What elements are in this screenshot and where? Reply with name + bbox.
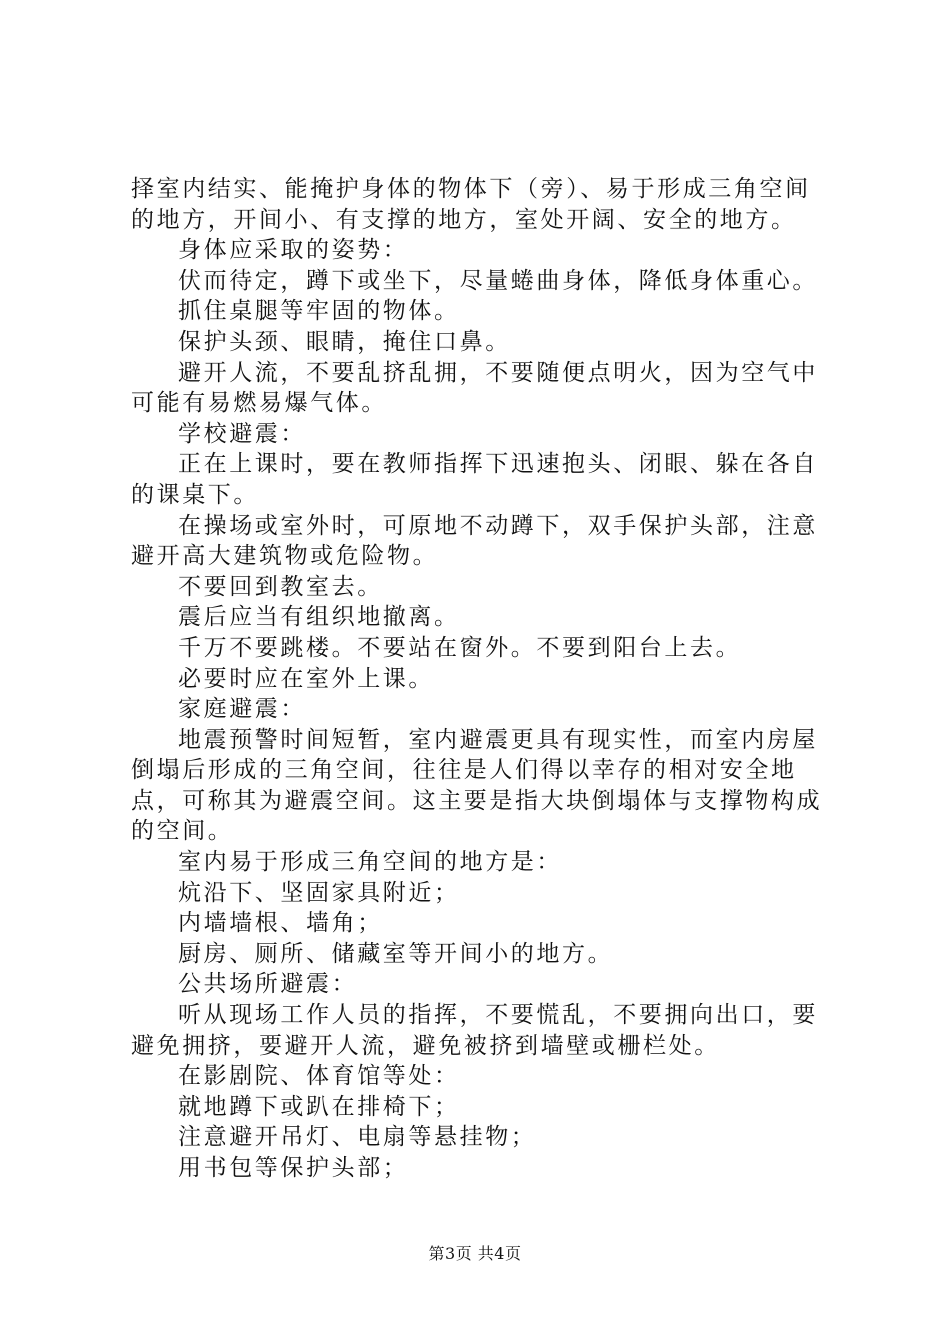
page-number-footer: 第3页 共4页	[428, 1244, 522, 1263]
paragraph: 注意避开吊灯、电扇等悬挂物；	[178, 1124, 537, 1151]
document-body	[131, 174, 833, 1184]
paragraph: 炕沿下、坚固家具附近；	[178, 879, 460, 906]
paragraph: 听从现场工作人员的指挥，不要慌乱，不要拥向出口，要避免拥挤，要避开人流，避免被挤到墙壁或栅栏处。	[131, 1002, 818, 1059]
paragraph: 千万不要跳楼。不要站在窗外。不要到阳台上去。	[178, 634, 742, 661]
paragraph: 避开人流，不要乱挤乱拥，不要随便点明火，因为空气中可能有易燃易爆气体。	[131, 359, 818, 417]
section-heading: 公共场所避震：	[178, 971, 358, 998]
paragraph: 择室内结实、能掩护身体的物体下（旁）、易于形成三角空间的地方，开间小、有支撑的地方，室处开阔、安全的地方。	[131, 176, 811, 233]
paragraph: 身体应采取的姿势：	[178, 237, 409, 264]
paragraph: 厨房、厕所、储藏室等开间小的地方。	[178, 940, 614, 967]
paragraph: 保护头颈、眼睛，掩住口鼻。	[178, 328, 511, 355]
paragraph: 地震预警时间短暂，室内避震更具有现实性，而室内房屋倒塌后形成的三角空间，往往是人们得以幸存的相对安全地点，可称其为避震空间。这主要是指大块倒塌体与支撑物构成的空间。	[131, 726, 823, 845]
section-heading: 学校避震：	[178, 420, 306, 447]
paragraph: 用书包等保护头部；	[178, 1155, 409, 1181]
paragraph: 不要回到教室去。	[178, 573, 383, 600]
paragraph: 必要时应在室外上课。	[178, 665, 434, 692]
paragraph: 在影剧院、体育馆等处：	[178, 1063, 460, 1090]
paragraph: 内墙墙根、墙角；	[178, 910, 383, 937]
paragraph: 正在上课时，要在教师指挥下迅速抱头、闭眼、躲在各自的课桌下。	[131, 451, 818, 508]
paragraph: 伏而待定，蹲下或坐下，尽量蜷曲身体，降低身体重心。	[178, 267, 818, 294]
section-heading: 家庭避震：	[178, 696, 306, 723]
paragraph: 震后应当有组织地撤离。	[178, 604, 460, 631]
paragraph: 抓住桌腿等牢固的物体。	[178, 298, 460, 325]
paragraph: 室内易于形成三角空间的地方是：	[178, 849, 562, 876]
paragraph: 就地蹲下或趴在排椅下；	[178, 1093, 460, 1120]
paragraph: 在操场或室外时，可原地不动蹲下，双手保护头部，注意避开高大建筑物或危险物。	[131, 512, 818, 570]
